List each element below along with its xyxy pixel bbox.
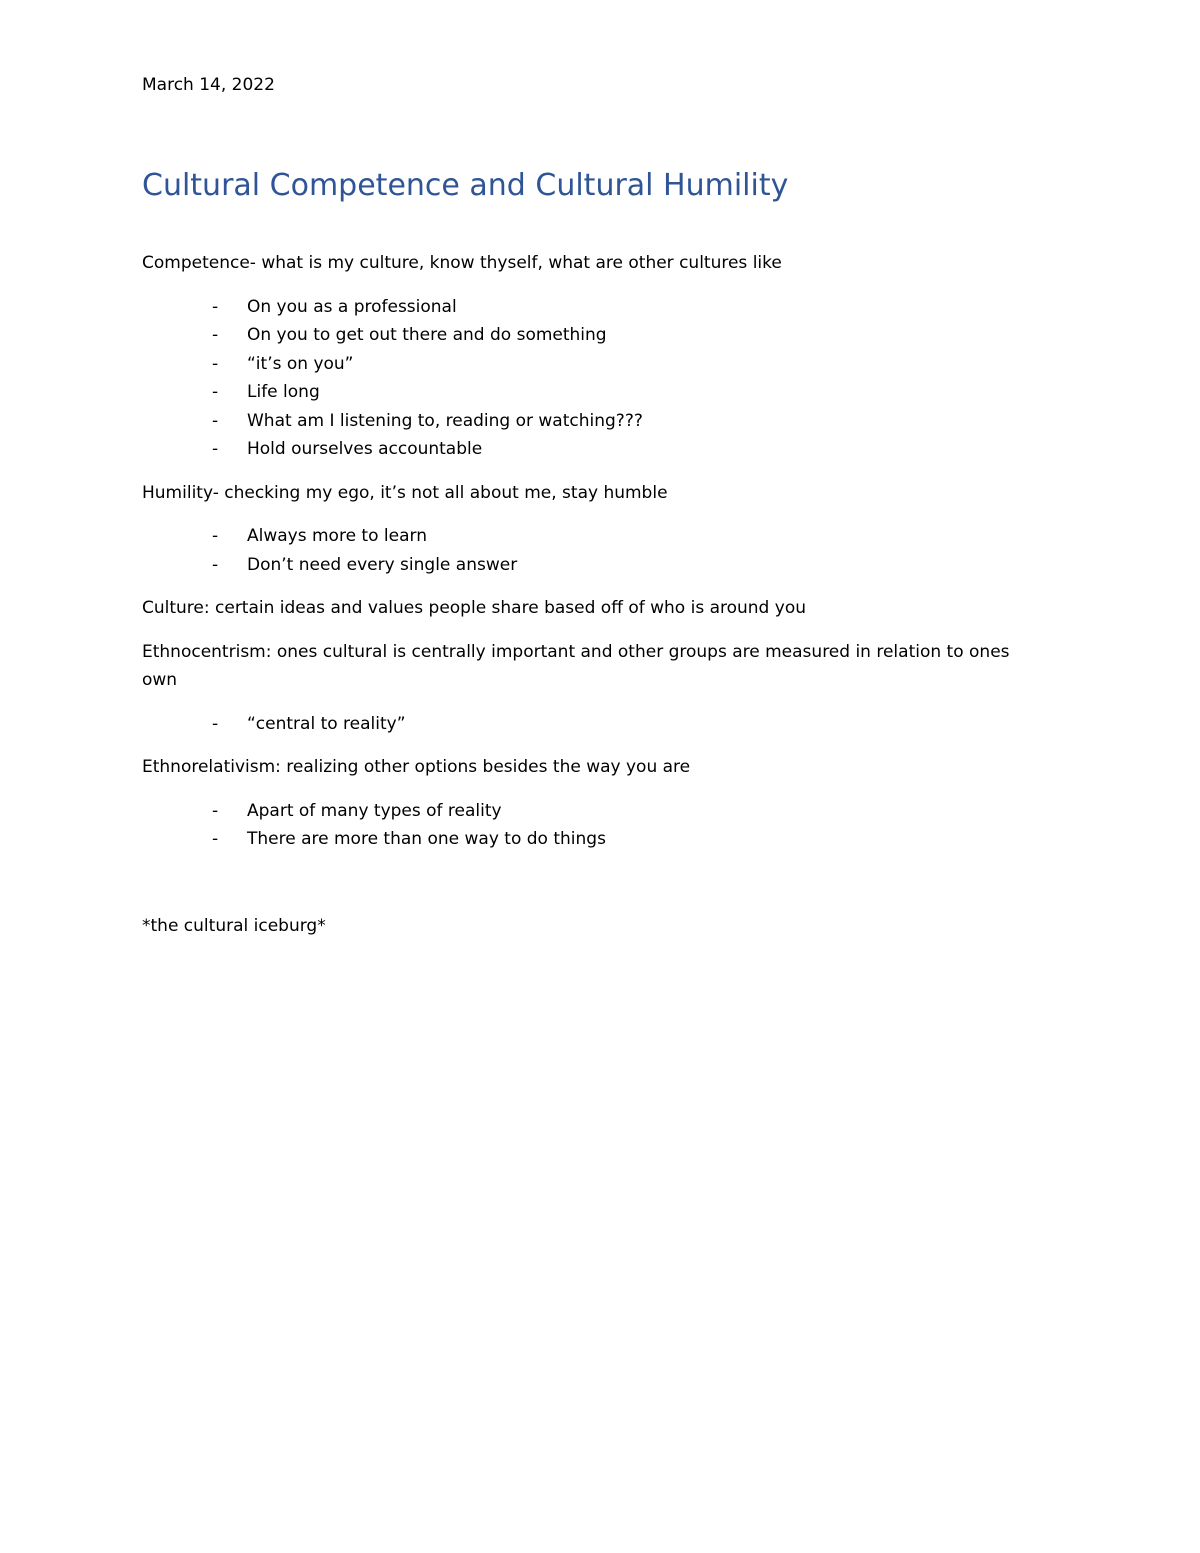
dash-bullet: - — [212, 353, 219, 374]
document-date: March 14, 2022 — [142, 75, 275, 95]
list-item-text: Don’t need every single answer — [247, 554, 518, 575]
ethnocentrism-list — [142, 710, 1042, 739]
list-item-text: Hold ourselves accountable — [247, 439, 483, 459]
list-item-text: What am I listening to, reading or watching??? — [247, 410, 643, 431]
ethnorelativism-paragraph: Ethnorelativism: realizing other options besides the way you are — [142, 757, 691, 777]
list-item — [142, 435, 1042, 464]
document-body — [142, 72, 1042, 940]
list-item — [142, 551, 1042, 580]
culture-paragraph: Culture: certain ideas and values people share based off of who is around you — [142, 598, 806, 618]
list-item-text: Life long — [247, 382, 320, 402]
dash-bullet: - — [212, 554, 219, 575]
list-item-text: On you as a professional — [247, 296, 457, 317]
list-item-text: “it’s on you” — [247, 353, 354, 374]
dash-bullet: - — [212, 382, 219, 402]
list-item — [142, 797, 1042, 826]
humility-list — [142, 522, 1042, 579]
dash-bullet: - — [212, 325, 219, 345]
dash-bullet: - — [212, 439, 219, 459]
ethnorelativism-list — [142, 797, 1042, 854]
list-item-text: “central to reality” — [247, 713, 406, 734]
list-item — [142, 407, 1042, 436]
list-item — [142, 293, 1042, 322]
dash-bullet: - — [212, 829, 219, 849]
dash-bullet: - — [212, 713, 219, 734]
ethnocentrism-paragraph: Ethnocentrism: ones cultural is centrally important and other groups are measured in relation to ones own — [142, 641, 1010, 690]
dash-bullet: - — [212, 526, 219, 546]
list-item-text: There are more than one way to do things — [247, 829, 606, 849]
list-item — [142, 710, 1042, 739]
list-item — [142, 522, 1042, 551]
list-item-text: Apart of many types of reality — [247, 800, 502, 821]
dash-bullet: - — [212, 800, 219, 821]
list-item — [142, 825, 1042, 854]
dash-bullet: - — [212, 296, 219, 317]
competence-list — [142, 293, 1042, 464]
competence-paragraph: Competence- what is my culture, know thyself, what are other cultures like — [142, 253, 782, 273]
cultural-iceburg-note: *the cultural iceburg* — [142, 915, 326, 936]
list-item — [142, 378, 1042, 407]
humility-paragraph: Humility- checking my ego, it’s not all about me, stay humble — [142, 482, 668, 503]
list-item-text: On you to get out there and do something — [247, 325, 607, 345]
list-item — [142, 350, 1042, 379]
document-title: Cultural Competence and Cultural Humility — [142, 168, 789, 203]
dash-bullet: - — [212, 410, 219, 431]
list-item-text: Always more to learn — [247, 526, 427, 546]
list-item — [142, 321, 1042, 350]
